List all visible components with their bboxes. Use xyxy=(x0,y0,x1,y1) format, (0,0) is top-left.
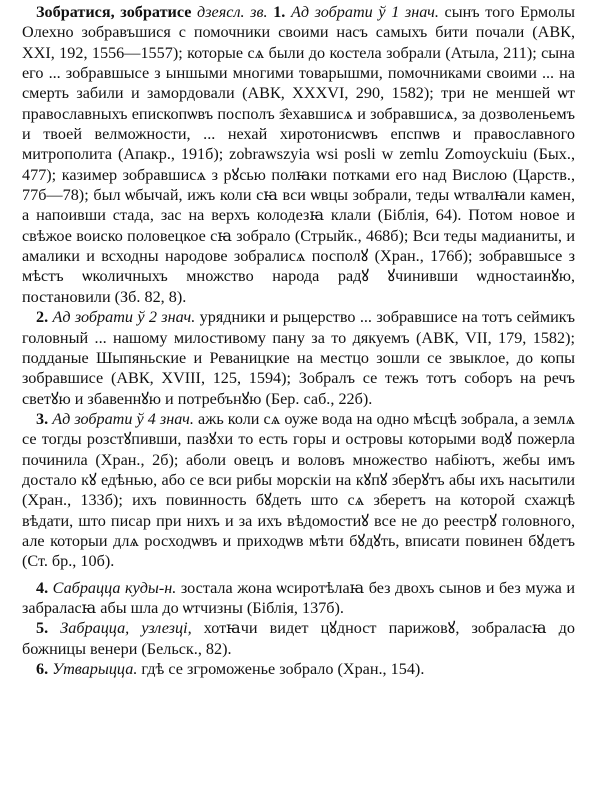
sense-number: 4. xyxy=(36,578,49,597)
sense-label: Ад зобрати ў 4 знач. xyxy=(52,409,194,428)
sense-number: 3. xyxy=(36,409,49,428)
sense-text: хотꙗчи видет цꙋдност парижовꙋ, зобраласꙗ до божницы венери (Бельск., 82). xyxy=(22,619,575,658)
dictionary-entry xyxy=(22,2,575,679)
sense-label: Утварыцца. xyxy=(52,660,138,678)
sense-label: Ад зобрати ў 2 знач. xyxy=(52,308,196,327)
sense-3 xyxy=(22,409,575,572)
sense-label: Ад зобрати ў 1 знач. xyxy=(290,3,439,21)
sense-text: сынъ того Ермолы Олехно зобравъшися с помочники своими насъ самыхъ бити почали (АВК, XXI, 192, 1556—1557); которые сѧ были до костела зобрали (Атыла, 211); сына его ... зобравшысе з ыншыми многими товарышми, помочниками своими ... на смерть забили и замордовали (АВК, XXXVI, 290, 1582); три не меншей ѡт православныхъ епископѡвъ посполъ з҄ехавшисѧ и зобравшисѧ, за дозволеньемъ и твоей велможности, ... нехай хиротонисѡвъ епспѡв и православного митрополита (Апакр., 191б); zobrawszyia wsi posli w zemlu Zomoyckuiu (Бых., 477); казимер зобравшисѧ з рꙋсью полꙗки потками его над Вислою (Царств., 77б—78); был ѡбычай, ижъ коли сꙗ вси ѡвцы зобрали, теды ѡтвалꙗли камен, а напоивши стада, зас на верхъ колодезꙗ клали (Біблія, 64). Потом новое и свѣжое воиско половецкое сꙗ зобрало (Стрыйк., 468б); Вси теды мадианиты, и амалики и всходны народове зобралисѧ посполꙋ (Хран., 176б); зобравшысе з мѣстъ ѡколичныхъ множство народа радꙋ ꙋчинивши ѡдностаинꙋю, постановили (Зб. 82, 8). xyxy=(22,3,575,306)
sense-number: 2. xyxy=(36,308,49,327)
sense-text: гдѣ се згроможенье зобрало (Хран., 154). xyxy=(137,660,425,678)
headword: Зобратися, зобратисе xyxy=(36,3,192,21)
sense-label: Сабрацца куды-н. xyxy=(52,578,177,597)
sense-5 xyxy=(22,618,575,659)
sense-text: урядники и рыцерство ... зобравшисе на тотъ сеймикъ головный ... нашому милостивому пану за то дякуемъ (АВК, VII, 179, 1582); подданые Шыпяньские и Реваницкие на местцо зошли се звыклое, до копы зобравшисе (АВК, XVIII, 125, 1594); Зобралъ се тежъ тотъ соборъ на речъ светꙋю и збавеннꙋю и потребънꙋю (Бер. саб., 22б). xyxy=(22,308,575,408)
part-of-speech: дзеясл. зв. xyxy=(197,3,268,21)
sense-text: ажь коли сѧ оуже вода на одно мѣсцѣ зобрала, а землѧ се тогды розстꙋпивши, пазꙋхи то есть горы и островы которыми водꙋ пожерла починила (Хран., 2б); аболи овецъ и воловъ множество набіютъ, жебы имъ достало кꙋ едѣнью, або се вси рибы морскіи на кꙋпꙋ зберꙋтъ абы ихъ насытили (Хран., 133б); ихъ повинность бꙋдеть што сѧ зберетъ на которой схажцѣ вѣдати, што писар при нихъ и за ихъ вѣдомостиꙋ все не до реестрꙋ головного, але которыи длѧ росходѡвъ и приходѡв мѣти бꙋдꙋть, вписати повинен бꙋдетъ (Ст. бр., 10б). xyxy=(22,409,576,571)
sense-6 xyxy=(22,659,575,679)
sense-number: 5. xyxy=(36,619,49,638)
sense-number: 6. xyxy=(36,660,49,678)
sense-4 xyxy=(22,578,575,619)
sense-2 xyxy=(22,307,575,409)
sense-1 xyxy=(22,2,575,307)
sense-label: Забрацца, узлезці, xyxy=(60,619,192,638)
sense-text: зостала жона ѡсиротѣлаꙗ без двохъ сынов и без мужа и забраласꙗ абы шла до ѡтчизны (Біблія, 137б). xyxy=(22,578,576,617)
sense-number: 1. xyxy=(273,3,286,21)
